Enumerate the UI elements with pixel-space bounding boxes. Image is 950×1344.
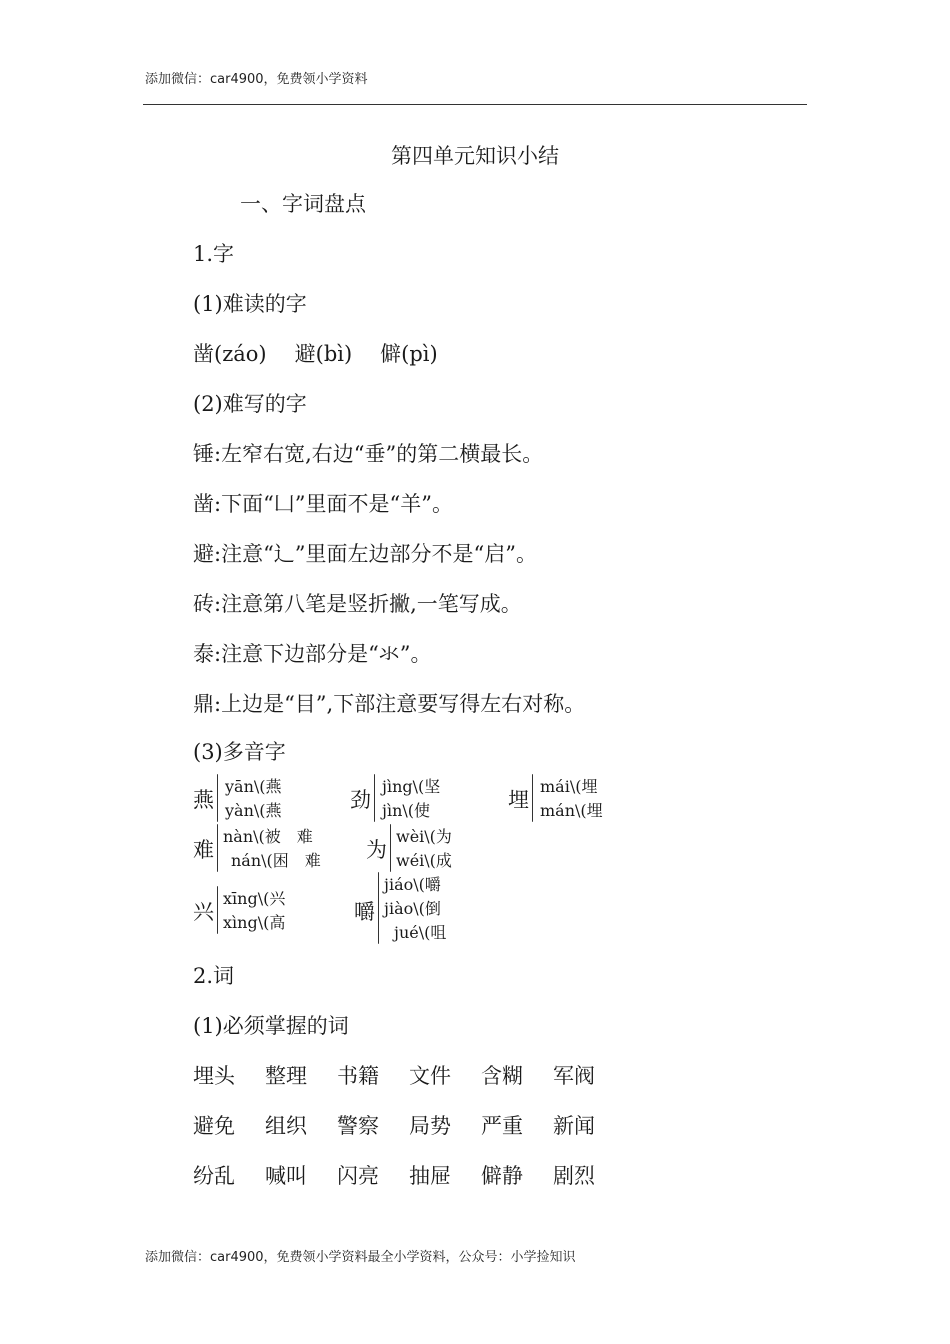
word: 整理 bbox=[265, 1064, 307, 1088]
polyphonic-char: 嚼 bbox=[354, 900, 375, 924]
polyphonic-group-jiao bbox=[354, 870, 504, 946]
polyphonic-char: 劲 bbox=[350, 788, 371, 812]
word: 喊叫 bbox=[265, 1164, 307, 1188]
word: 严重 bbox=[481, 1114, 523, 1138]
hard-read-heading: (1)难读的字 bbox=[193, 292, 307, 316]
hard-read-item: 凿(záo) bbox=[193, 342, 267, 366]
word: 纷乱 bbox=[193, 1164, 235, 1188]
hard-read-list bbox=[193, 338, 438, 368]
word: 抽屉 bbox=[409, 1164, 451, 1188]
hard-write-item: 凿:下面“凵”里面不是“羊”。 bbox=[193, 492, 454, 516]
polyphonic-reading: yàn\(燕 bbox=[225, 801, 282, 820]
word: 军阀 bbox=[553, 1064, 595, 1088]
polyphonic-reading: jìng\(坚 bbox=[382, 777, 441, 796]
section-heading: 一、字词盘点 bbox=[240, 192, 366, 216]
hard-write-item: 泰:注意下边部分是“氺”。 bbox=[193, 642, 432, 666]
word: 剧烈 bbox=[553, 1164, 595, 1188]
polyphonic-char: 为 bbox=[366, 838, 387, 862]
word: 避免 bbox=[193, 1114, 235, 1138]
word: 闪亮 bbox=[337, 1164, 379, 1188]
polyphonic-reading: jìn\(使 bbox=[382, 801, 431, 820]
polyphonic-reading: mán\(埋 bbox=[540, 801, 603, 820]
hard-write-item: 避:注意“辶”里面左边部分不是“启”。 bbox=[193, 542, 538, 566]
word: 局势 bbox=[409, 1114, 451, 1138]
polyphonic-group-jin bbox=[350, 772, 490, 828]
hard-write-item: 锤:左窄右宽,右边“垂”的第二横最长。 bbox=[193, 442, 544, 466]
word: 含糊 bbox=[481, 1064, 523, 1088]
brace bbox=[390, 824, 391, 872]
hard-read-item: 僻(pì) bbox=[380, 342, 438, 366]
word: 书籍 bbox=[337, 1064, 379, 1088]
word-row bbox=[193, 1060, 625, 1090]
polyphonic-reading: jiào\(倒 bbox=[384, 899, 441, 918]
brace bbox=[217, 774, 218, 822]
polyphonic-heading: (3)多音字 bbox=[193, 740, 286, 764]
polyphonic-char: 兴 bbox=[193, 900, 214, 924]
polyphonic-reading: xìng\(高 bbox=[223, 913, 286, 932]
brace bbox=[378, 872, 379, 944]
polyphonic-reading: wéi\(成 bbox=[396, 851, 452, 870]
brace bbox=[532, 774, 533, 822]
must-words-heading: (1)必须掌握的词 bbox=[193, 1014, 349, 1038]
hard-write-item: 鼎:上边是“目”,下部注意要写得左右对称。 bbox=[193, 692, 586, 716]
polyphonic-char: 难 bbox=[193, 838, 214, 862]
polyphonic-reading: yān\(燕 bbox=[225, 777, 282, 796]
polyphonic-group-nan bbox=[193, 822, 353, 878]
polyphonic-reading: jiáo\(嚼 bbox=[384, 875, 441, 894]
brace bbox=[217, 886, 218, 934]
word: 组织 bbox=[265, 1114, 307, 1138]
word: 僻静 bbox=[481, 1164, 523, 1188]
polyphonic-char: 埋 bbox=[508, 788, 529, 812]
word: 埋头 bbox=[193, 1064, 235, 1088]
subsection-heading-characters: 1.字 bbox=[193, 242, 235, 266]
word: 文件 bbox=[409, 1064, 451, 1088]
polyphonic-reading: xīng\(兴 bbox=[223, 889, 286, 908]
hard-write-item: 砖:注意第八笔是竖折撇,一笔写成。 bbox=[193, 592, 522, 616]
polyphonic-reading: mái\(埋 bbox=[540, 777, 598, 796]
header-note: 添加微信：car4900，免费领小学资料 bbox=[145, 72, 368, 87]
brace bbox=[217, 824, 218, 872]
header-divider bbox=[143, 104, 807, 105]
word-row bbox=[193, 1110, 625, 1140]
polyphonic-reading: jué\(咀 bbox=[394, 923, 447, 942]
hard-write-heading: (2)难写的字 bbox=[193, 392, 307, 416]
polyphonic-group-mai bbox=[508, 772, 648, 828]
polyphonic-char: 燕 bbox=[193, 788, 214, 812]
subsection-heading-words: 2.词 bbox=[193, 964, 235, 988]
page-title: 第四单元知识小结 bbox=[391, 144, 559, 168]
polyphonic-reading: nàn\(被 难 bbox=[223, 827, 313, 846]
footer-note: 添加微信：car4900，免费领小学资料最全小学资料，公众号：小学捡知识 bbox=[145, 1250, 576, 1265]
word-row bbox=[193, 1160, 625, 1190]
word: 警察 bbox=[337, 1114, 379, 1138]
word: 新闻 bbox=[553, 1114, 595, 1138]
polyphonic-group-yan bbox=[193, 772, 333, 828]
polyphonic-group-xing bbox=[193, 884, 333, 940]
polyphonic-reading: nán\(困 难 bbox=[231, 851, 321, 870]
brace bbox=[374, 774, 375, 822]
hard-read-item: 避(bì) bbox=[294, 342, 353, 366]
polyphonic-reading: wèi\(为 bbox=[396, 827, 452, 846]
